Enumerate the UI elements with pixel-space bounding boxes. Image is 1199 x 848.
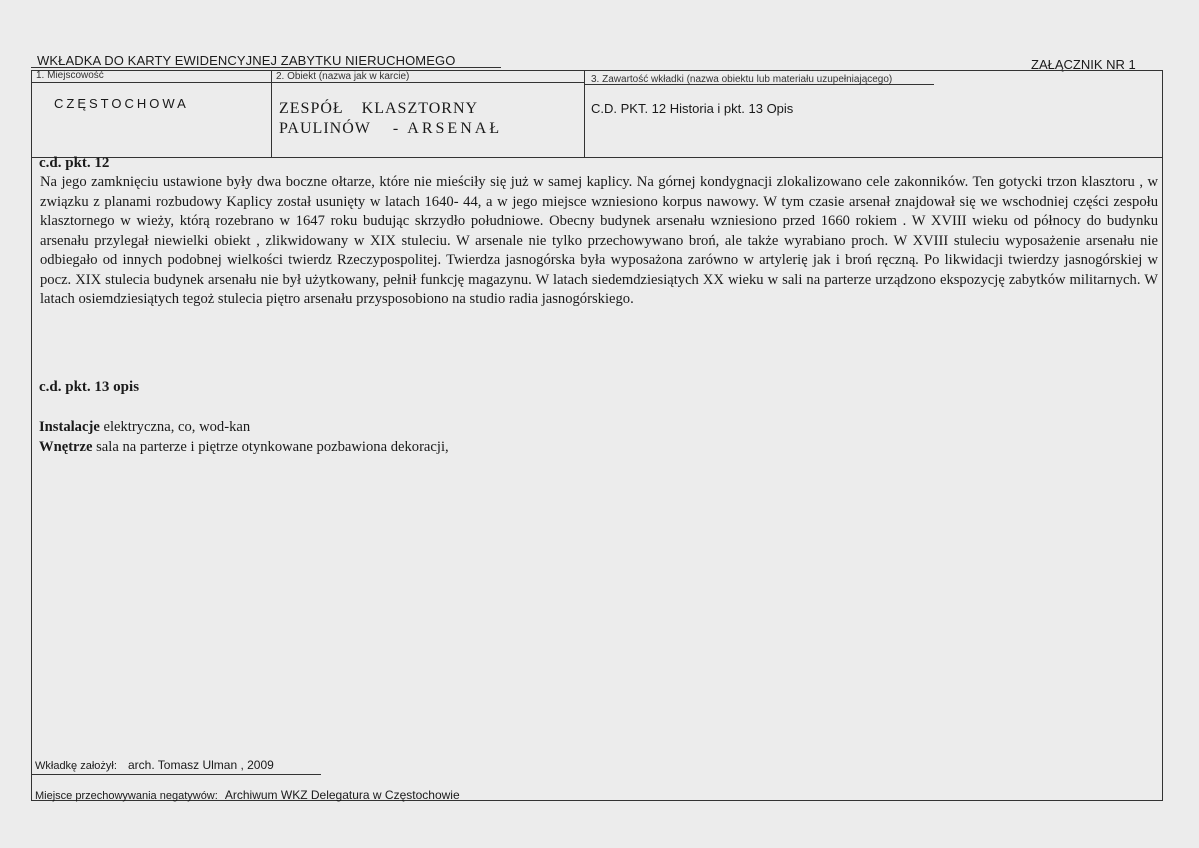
- column-divider-1: [271, 70, 272, 158]
- interior-line: [39, 439, 449, 456]
- section-12-heading: c.d. pkt. 12: [39, 155, 110, 171]
- object-name-word-4: - ARSENAŁ: [392, 120, 503, 137]
- installations-label: Instalacje: [39, 419, 100, 435]
- storage-line: [35, 788, 460, 802]
- object-name: [279, 99, 502, 139]
- object-name-word-1: ZESPÓŁ: [279, 100, 344, 117]
- author-label: Wkładkę założył:: [35, 760, 117, 772]
- contents-value: C.D. PKT. 12 Historia i pkt. 13 Opis: [591, 101, 794, 116]
- author-line: [35, 758, 274, 772]
- table-top-border: [31, 70, 1162, 71]
- storage-value: Archiwum WKZ Delegatura w Częstochowie: [224, 788, 460, 802]
- installations-value: elektryczna, co, wod-kan: [99, 419, 251, 435]
- interior-label: Wnętrze: [39, 439, 93, 455]
- title-underline: [31, 67, 501, 68]
- locality-caption: 1. Miejscowość: [36, 70, 104, 81]
- caption-underline-1: [31, 82, 271, 83]
- table-left-border: [31, 70, 32, 801]
- object-name-word-2: KLASZTORNY: [361, 100, 479, 117]
- section-12-text: Na jego zamknięciu ustawione były dwa boczne ołtarze, które nie mieściły się już w samej kaplicy. Na górnej kondygnacji zlokalizowano cele zakonników. Ten gotycki trzon klasztoru , w związku z planami rozbudowy Kaplicy został usunięty w latach 1640- 44, a w jego miejsce wzniesiono korpus nawowy. W tym czasie arsenał znajdował się we wschodniej części zespołu klasztornego w wieży, którą rozebrano w 1647 roku budując skrzydło południowe. Obecny budynek arsenału wzniesiono przed 1660 rokiem . W XVIII wieku od północy do budynku arsenału przylegał niewielki obiekt , zlikwidowany w XIX stuleciu. W arsenale nie tylko przechowywano broń, ale także wyrabiano proch. W XVIII stuleciu wyposażenie arsenału nie odbiegało od innych podobnej wielkości twierdz Rzeczypospolitej. Twierdza jasnogórska była wyposażona zarówno w artylerię jak i broń ręczną. Po likwidacji twierdzy jasnogórskiej w pocz. XIX stulecia budynek arsenału nie był użytkowany, pełnił funkcję magazynu. W latach siedemdziesiątych XX wieku w sali na parterze urządzono ekspozycję zabytków militarnych. W latach osiemdziesiątych tegoż stulecia piętro arsenału przysposobiono na studio radia jasnogórskiego.: [40, 174, 1158, 307]
- author-field-underline: [31, 774, 321, 775]
- object-name-word-3: PAULINÓW: [279, 120, 371, 137]
- object-caption: 2. Obiekt (nazwa jak w karcie): [276, 71, 410, 82]
- section-13-heading: c.d. pkt. 13 opis: [39, 379, 140, 395]
- storage-label: Miejsce przechowywania negatywów:: [35, 790, 218, 802]
- table-header-bottom-border: [31, 157, 1162, 158]
- object-name-line-2: [279, 119, 502, 139]
- contents-caption: 3. Zawartość wkładki (nazwa obiektu lub materiału uzupełniającego): [591, 74, 893, 85]
- interior-value: sala na parterze i piętrze otynkowane pozbawiona dekoracji,: [92, 439, 449, 455]
- annex-label: ZAŁĄCZNIK NR 1: [1031, 57, 1136, 72]
- installations-line: [39, 419, 250, 436]
- object-name-line-1: [279, 99, 502, 119]
- table-right-border: [1162, 70, 1163, 801]
- form-title: WKŁADKA DO KARTY EWIDENCYJNEJ ZABYTKU NIERUCHOMEGO: [37, 53, 456, 68]
- author-value: arch. Tomasz Ulman , 2009: [127, 758, 274, 772]
- locality-value: CZĘSTOCHOWA: [54, 96, 189, 111]
- caption-underline-2: [271, 82, 584, 83]
